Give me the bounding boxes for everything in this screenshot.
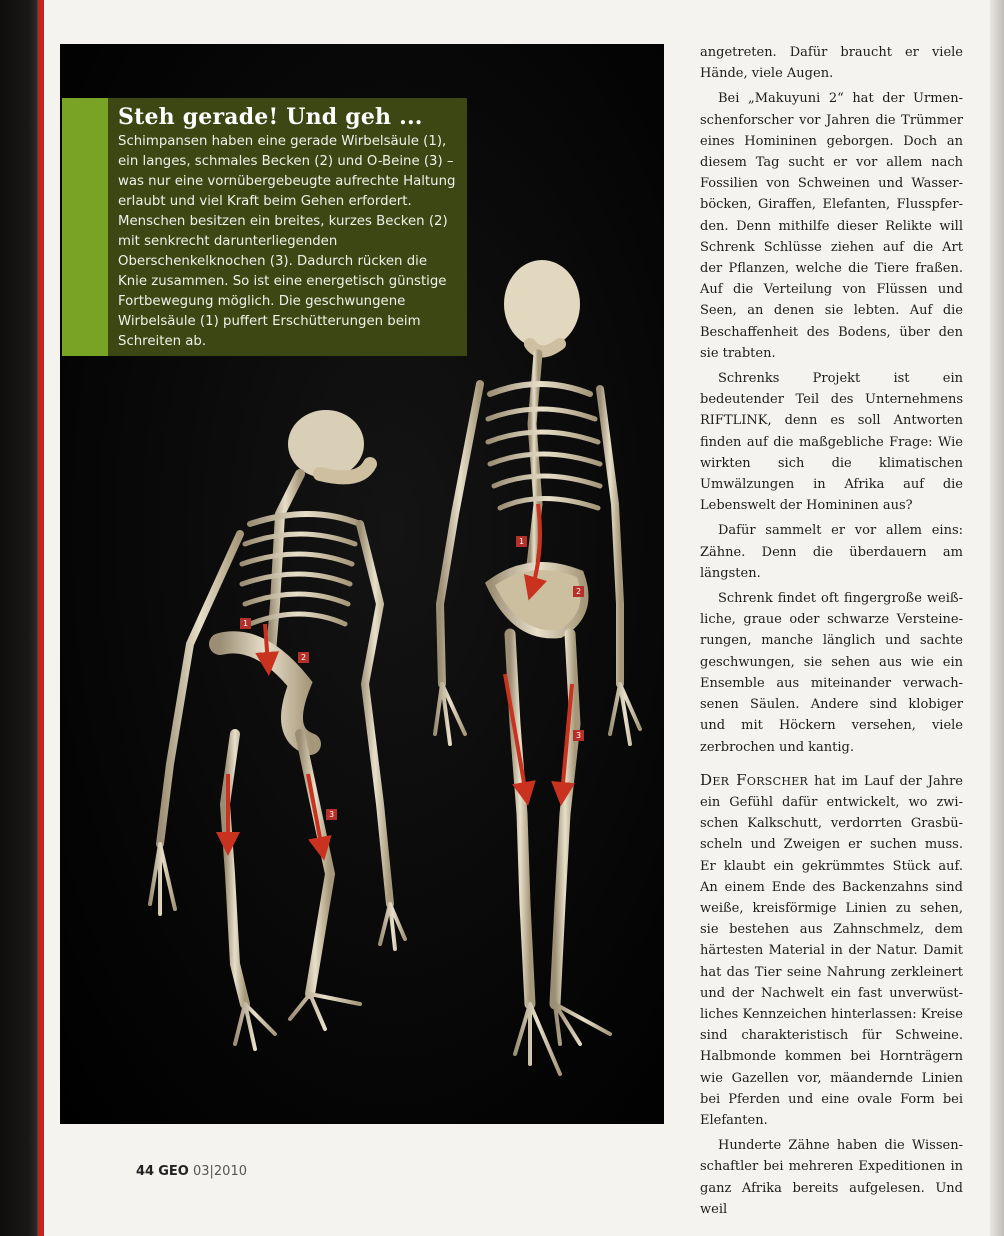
red-binding-strip [38, 0, 44, 1236]
article-paragraph: angetreten. Dafür braucht er viele Hände, viele Augen. [700, 45, 963, 82]
page-edge-shadow [990, 0, 1004, 1236]
article-paragraph: Bei „Makuyuni 2“ hat der Urmenschenforscher vor Jahren die Trümmer eines Homininen geborgen. Doch an diesem Tag sucht er vor allem nach Fossilien von Schweinen und Wasserböcken, Giraffen, Elefanten, Flusspferden. Denn mithilfe dieser Relikte will Schrenk Schlüsse ziehen auf die Art der Pflanzen, welche die Tiere fraßen. Auf die Verteilung von Flüssen und Seen, an denen sie lebten. Auf die Beschaffenheit des Bodens, über den sie trabten. [700, 91, 963, 361]
article-paragraph: Dafür sammelt er vor allem eins: Zähne. Denn die überdauern am längsten. [700, 523, 963, 581]
lead-word: Der Forscher [700, 770, 809, 789]
chimpanzee-skeleton [150, 410, 405, 1049]
lead-rest: hat im Lauf der Jahre ein Gefühl dafür entwickelt, wo zwischen Kalkschutt, verdorrten Grasbüscheln und Zweigen er suchen muss. Er klaubt ein gekrümmtes Stück auf. An einem Ende des Backenzahns sind weiße, kreisförmige Linien zu sehen, sie bestehen aus Zahnschmelz, dem härtesten Material in der Natur. Damit hat das Tier seine Nahrung zerkleinert und der Nachwelt ein fast unverwüstliches Kennzeichen hinterlassen: Kreise sind charakteristisch für Schweine. Halbmonde kommen bei Hornträgern wie Gazellen vor, mäandernde Linien bei Pferden und eine ovale Form bei Elefanten. [700, 773, 963, 1128]
article-paragraph: Hunderte Zähne haben die Wissenschaftler bei mehreren Expeditionen in ganz Afrika bereits aufgelesen. Und weil [700, 1138, 963, 1217]
chimp-marker-3: 3 [326, 809, 337, 820]
page-footer [136, 1164, 247, 1179]
human-skeleton [435, 260, 640, 1074]
issue-number: 03|2010 [192, 1164, 247, 1179]
info-box-accent-bar [62, 98, 108, 356]
human-marker-2: 2 [573, 586, 584, 597]
chimp-marker-1: 1 [240, 618, 251, 629]
article-paragraph: Schrenks Projekt ist ein bedeutender Teil des Unternehmens RIFTLINK, denn es soll Antworten finden auf die maßgebliche Frage: Wie wirkten sich die klimatischen Umwälzungen in Afrika auf die Lebenswelt der Homininen aus? [700, 371, 963, 514]
chimp-marker-2: 2 [298, 652, 309, 663]
article-lead-paragraph [700, 770, 963, 1131]
info-box-title: Steh gerade! Und geh ... [118, 104, 423, 130]
article-paragraph: Schrenk findet oft fingergroße weißliche, graue oder schwarze Versteinerungen, manche länglich und sachte geschwungen, sie sehen aus wie ein Ensemble aus miteinander verwachsenen Säulen. Andere sind klobiger und mit Höckern versehen, viele zerbrochen und kantig. [700, 591, 963, 755]
page-number: 44 [136, 1164, 155, 1179]
human-marker-1: 1 [516, 536, 527, 547]
magazine-name: GEO [158, 1164, 189, 1179]
human-marker-3: 3 [573, 730, 584, 741]
info-box [62, 98, 467, 356]
article-column [700, 42, 963, 1224]
info-box-text: Schimpansen haben eine gerade Wirbelsäule (1), ein langes, schmales Becken (2) und O-Beine (3) – was nur eine vornübergebeugte aufrechte Haltung erlaubt und viel Kraft beim Gehen erfordert. Menschen besitzen ein breites, kurzes Becken (2) mit senkrecht darunterliegenden Oberschenkelknochen (3). Dadurch rücken die Knie zusammen. So ist eine energetisch günstige Fortbewegung möglich. Die geschwungene Wirbelsäule (1) puffert Erschütterungen beim Schreiten ab. [118, 134, 456, 349]
